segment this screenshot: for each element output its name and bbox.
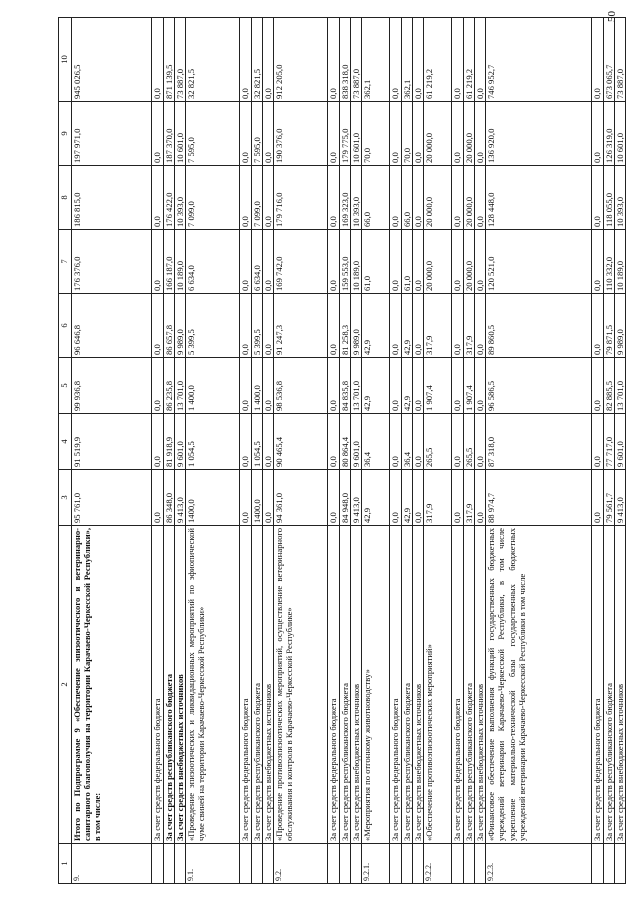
value-cell: 9 413,0 <box>174 470 185 526</box>
value-cell: 0,0 <box>262 294 273 358</box>
row-label-cell: За счет средств республиканского бюджета <box>339 526 350 844</box>
value-cell: 1400,0 <box>185 470 239 526</box>
rotated-table-wrapper <box>58 18 626 884</box>
header-row <box>59 18 72 884</box>
value-cell: 945 026,5 <box>72 18 152 102</box>
row-label-cell: «Финансовое обеспечение выполнения функций государственных бюджетных учреждений ветеринарии Карачаево-Черкесской Республики, в том числе укрепление материально-технической базы государственных бюджетных учреждений ветеринарии Карачаево-Черкесской Республики в том числе <box>486 526 592 844</box>
value-cell: 0,0 <box>262 230 273 294</box>
value-cell: 673 065,7 <box>603 18 614 102</box>
value-cell: 0,0 <box>390 414 401 470</box>
value-cell: 0,0 <box>328 294 339 358</box>
value-cell: 0,0 <box>240 358 251 414</box>
value-cell: 0,0 <box>152 470 163 526</box>
value-cell: 0,0 <box>262 470 273 526</box>
value-cell: 0,0 <box>240 18 251 102</box>
table-row <box>463 18 474 884</box>
table-row <box>328 18 339 884</box>
value-cell: 0,0 <box>592 470 603 526</box>
value-cell: 0,0 <box>452 294 463 358</box>
value-cell: 86 348,0 <box>163 470 174 526</box>
value-cell: 187 370,0 <box>163 102 174 166</box>
table-row <box>251 18 262 884</box>
value-cell: 179 716,0 <box>273 166 327 230</box>
value-cell: 0,0 <box>390 470 401 526</box>
row-label-cell: За счет средств федерального бюджета <box>328 526 339 844</box>
value-cell: 0,0 <box>452 470 463 526</box>
value-cell: 166 187,0 <box>163 230 174 294</box>
value-cell: 96 646,8 <box>72 294 152 358</box>
row-code-cell <box>152 844 163 884</box>
column-header: 7 <box>59 230 72 294</box>
value-cell: 81 918,9 <box>163 414 174 470</box>
value-cell: 0,0 <box>474 358 485 414</box>
row-code-cell: 9. <box>72 844 152 884</box>
value-cell: 0,0 <box>412 294 423 358</box>
row-label-cell: «Проведение противоэпизоотических мероприятий, осуществление ветеринарного обслуживания и контроля в Карачаево-Черкесской Республике» <box>273 526 327 844</box>
value-cell: 0,0 <box>474 470 485 526</box>
row-label-cell: «Мероприятия по отгонному животноводству» <box>361 526 389 844</box>
value-cell: 13 701,0 <box>614 358 625 414</box>
value-cell: 118 055,0 <box>603 166 614 230</box>
value-cell: 362,1 <box>361 18 389 102</box>
value-cell: 0,0 <box>474 166 485 230</box>
row-code-cell <box>474 844 485 884</box>
value-cell: 0,0 <box>452 414 463 470</box>
row-label-cell: За счет средств республиканского бюджета <box>251 526 262 844</box>
value-cell: 9 413,0 <box>350 470 361 526</box>
row-label-cell: За счет средств федерального бюджета <box>390 526 401 844</box>
value-cell: 0,0 <box>412 470 423 526</box>
value-cell: 7 595,0 <box>185 102 239 166</box>
row-code-cell <box>592 844 603 884</box>
table-row <box>603 18 614 884</box>
value-cell: 9 989,0 <box>350 294 361 358</box>
value-cell: 0,0 <box>474 414 485 470</box>
value-cell: 9 989,0 <box>614 294 625 358</box>
value-cell: 36,4 <box>401 414 412 470</box>
value-cell: 84 948,0 <box>339 470 350 526</box>
row-code-cell <box>412 844 423 884</box>
value-cell: 0,0 <box>262 358 273 414</box>
table-row <box>401 18 412 884</box>
value-cell: 0,0 <box>452 230 463 294</box>
value-cell: 0,0 <box>262 166 273 230</box>
value-cell: 89 860,5 <box>486 294 592 358</box>
value-cell: 1 054,5 <box>251 414 262 470</box>
column-header: 10 <box>59 18 72 102</box>
value-cell: 87 318,0 <box>486 414 592 470</box>
value-cell: 90 465,4 <box>273 414 327 470</box>
value-cell: 0,0 <box>152 358 163 414</box>
value-cell: 66,0 <box>401 166 412 230</box>
value-cell: 136 920,0 <box>486 102 592 166</box>
value-cell: 0,0 <box>592 358 603 414</box>
value-cell: 0,0 <box>452 102 463 166</box>
row-code-cell <box>174 844 185 884</box>
value-cell: 0,0 <box>262 102 273 166</box>
value-cell: 1 907,4 <box>463 358 474 414</box>
table-row <box>424 18 452 884</box>
row-code-cell: 9.2. <box>273 844 327 884</box>
table-row <box>262 18 273 884</box>
value-cell: 179 775,0 <box>339 102 350 166</box>
value-cell: 871 139,5 <box>163 18 174 102</box>
value-cell: 70,0 <box>361 102 389 166</box>
value-cell: 7 595,0 <box>251 102 262 166</box>
value-cell: 197 971,0 <box>72 102 152 166</box>
value-cell: 176 422,0 <box>163 166 174 230</box>
value-cell: 66,0 <box>361 166 389 230</box>
table-row <box>452 18 463 884</box>
value-cell: 73 887,0 <box>350 18 361 102</box>
value-cell: 10 393,0 <box>350 166 361 230</box>
value-cell: 1 400,0 <box>251 358 262 414</box>
value-cell: 13 701,0 <box>350 358 361 414</box>
row-code-cell <box>452 844 463 884</box>
value-cell: 0,0 <box>592 230 603 294</box>
value-cell: 61,0 <box>401 230 412 294</box>
value-cell: 10 393,0 <box>614 166 625 230</box>
value-cell: 0,0 <box>262 414 273 470</box>
value-cell: 0,0 <box>328 230 339 294</box>
column-header: 2 <box>59 526 72 844</box>
value-cell: 362,1 <box>401 18 412 102</box>
value-cell: 0,0 <box>152 294 163 358</box>
value-cell: 0,0 <box>240 414 251 470</box>
value-cell: 42,9 <box>401 470 412 526</box>
value-cell: 0,0 <box>390 358 401 414</box>
value-cell: 0,0 <box>152 18 163 102</box>
value-cell: 61 219,2 <box>463 18 474 102</box>
value-cell: 0,0 <box>328 102 339 166</box>
value-cell: 0,0 <box>412 230 423 294</box>
value-cell: 77 717,0 <box>603 414 614 470</box>
value-cell: 13 701,0 <box>174 358 185 414</box>
table-row <box>474 18 485 884</box>
value-cell: 20 000,0 <box>463 230 474 294</box>
row-label-cell: «Проведение эпизоотических и ликвидационных мероприятий по эфиопической чуме свиней на территории Карачаево-Черкесской Республики» <box>185 526 239 844</box>
value-cell: 0,0 <box>390 166 401 230</box>
table-row <box>390 18 401 884</box>
row-label-cell: За счет средств республиканского бюджета <box>163 526 174 844</box>
table-row <box>163 18 174 884</box>
row-code-cell <box>350 844 361 884</box>
row-code-cell <box>240 844 251 884</box>
value-cell: 0,0 <box>152 414 163 470</box>
table-row <box>592 18 603 884</box>
value-cell: 0,0 <box>474 18 485 102</box>
value-cell: 10 189,0 <box>174 230 185 294</box>
value-cell: 0,0 <box>152 230 163 294</box>
row-label-cell: За счет средств федерального бюджета <box>452 526 463 844</box>
page-number: 50 <box>606 11 618 22</box>
value-cell: 0,0 <box>390 102 401 166</box>
value-cell: 80 864,4 <box>339 414 350 470</box>
value-cell: 10 189,0 <box>614 230 625 294</box>
row-code-cell <box>328 844 339 884</box>
value-cell: 0,0 <box>474 230 485 294</box>
row-code-cell: 9.2.2. <box>424 844 452 884</box>
value-cell: 79 871,5 <box>603 294 614 358</box>
value-cell: 6 634,0 <box>251 230 262 294</box>
value-cell: 99 936,8 <box>72 358 152 414</box>
table-row <box>185 18 239 884</box>
value-cell: 96 586,5 <box>486 358 592 414</box>
value-cell: 317,9 <box>463 294 474 358</box>
value-cell: 82 885,5 <box>603 358 614 414</box>
value-cell: 0,0 <box>390 294 401 358</box>
value-cell: 317,9 <box>424 470 452 526</box>
value-cell: 79 561,7 <box>603 470 614 526</box>
value-cell: 10 601,0 <box>350 102 361 166</box>
row-label-cell: За счет средств федерального бюджета <box>592 526 603 844</box>
table-row <box>174 18 185 884</box>
value-cell: 61 219,2 <box>424 18 452 102</box>
value-cell: 0,0 <box>474 102 485 166</box>
value-cell: 190 376,0 <box>273 102 327 166</box>
value-cell: 36,4 <box>361 414 389 470</box>
row-code-cell <box>603 844 614 884</box>
value-cell: 20 000,0 <box>424 102 452 166</box>
value-cell: 0,0 <box>240 166 251 230</box>
value-cell: 70,0 <box>401 102 412 166</box>
table-row <box>614 18 625 884</box>
value-cell: 32 821,5 <box>251 18 262 102</box>
row-label-cell: За счет средств внебюджетных источников <box>474 526 485 844</box>
value-cell: 128 448,0 <box>486 166 592 230</box>
value-cell: 186 815,0 <box>72 166 152 230</box>
value-cell: 1 054,5 <box>185 414 239 470</box>
value-cell: 9 601,0 <box>350 414 361 470</box>
row-label-cell: За счет средств внебюджетных источников <box>614 526 625 844</box>
value-cell: 20 000,0 <box>424 166 452 230</box>
row-code-cell: 9.2.3. <box>486 844 592 884</box>
row-label-cell: За счет средств федерального бюджета <box>152 526 163 844</box>
value-cell: 32 821,5 <box>185 18 239 102</box>
table-body <box>72 18 626 884</box>
row-code-cell <box>262 844 273 884</box>
table-row <box>350 18 361 884</box>
value-cell: 42,9 <box>401 294 412 358</box>
value-cell: 176 376,0 <box>72 230 152 294</box>
value-cell: 1400,0 <box>251 470 262 526</box>
value-cell: 10 601,0 <box>614 102 625 166</box>
value-cell: 0,0 <box>328 166 339 230</box>
row-code-cell: 9.1. <box>185 844 239 884</box>
row-label-cell: За счет средств федерального бюджета <box>240 526 251 844</box>
value-cell: 10 189,0 <box>350 230 361 294</box>
column-header: 9 <box>59 102 72 166</box>
value-cell: 42,9 <box>361 470 389 526</box>
value-cell: 20 000,0 <box>463 166 474 230</box>
value-cell: 10 393,0 <box>174 166 185 230</box>
value-cell: 95 761,0 <box>72 470 152 526</box>
subprogram-budget-table <box>58 17 626 884</box>
value-cell: 91 519,9 <box>72 414 152 470</box>
value-cell: 86 657,8 <box>163 294 174 358</box>
value-cell: 42,9 <box>361 358 389 414</box>
value-cell: 0,0 <box>412 102 423 166</box>
row-label-cell: За счет средств республиканского бюджета <box>603 526 614 844</box>
value-cell: 0,0 <box>328 358 339 414</box>
value-cell: 0,0 <box>592 414 603 470</box>
value-cell: 73 887,0 <box>174 18 185 102</box>
table-row <box>240 18 251 884</box>
value-cell: 88 974,7 <box>486 470 592 526</box>
column-header: 5 <box>59 358 72 414</box>
value-cell: 120 521,0 <box>486 230 592 294</box>
value-cell: 317,9 <box>463 470 474 526</box>
row-code-cell <box>463 844 474 884</box>
column-header: 4 <box>59 414 72 470</box>
value-cell: 42,9 <box>361 294 389 358</box>
row-label-cell: «Обеспечение противоэпизоотических мероприятий» <box>424 526 452 844</box>
value-cell: 5 399,5 <box>185 294 239 358</box>
value-cell: 42,9 <box>401 358 412 414</box>
value-cell: 9 413,0 <box>614 470 625 526</box>
value-cell: 838 318,0 <box>339 18 350 102</box>
value-cell: 0,0 <box>592 294 603 358</box>
row-label-cell: За счет средств внебюджетных источников <box>412 526 423 844</box>
table-row <box>339 18 350 884</box>
value-cell: 0,0 <box>592 102 603 166</box>
value-cell: 912 205,0 <box>273 18 327 102</box>
value-cell: 0,0 <box>328 470 339 526</box>
column-header: 8 <box>59 166 72 230</box>
value-cell: 5 399,5 <box>251 294 262 358</box>
value-cell: 0,0 <box>592 166 603 230</box>
table-row <box>273 18 327 884</box>
row-code-cell <box>251 844 262 884</box>
value-cell: 9 601,0 <box>614 414 625 470</box>
value-cell: 61,0 <box>361 230 389 294</box>
column-header: 1 <box>59 844 72 884</box>
value-cell: 110 332,0 <box>603 230 614 294</box>
value-cell: 6 634,0 <box>185 230 239 294</box>
value-cell: 169 323,0 <box>339 166 350 230</box>
value-cell: 126 319,0 <box>603 102 614 166</box>
row-label-cell: За счет средств республиканского бюджета <box>401 526 412 844</box>
column-header: 3 <box>59 470 72 526</box>
row-code-cell: 9.2.1. <box>361 844 389 884</box>
value-cell: 265,5 <box>424 414 452 470</box>
table-row <box>486 18 592 884</box>
value-cell: 0,0 <box>412 414 423 470</box>
value-cell: 20 000,0 <box>424 230 452 294</box>
value-cell: 0,0 <box>412 166 423 230</box>
value-cell: 0,0 <box>412 18 423 102</box>
value-cell: 0,0 <box>474 294 485 358</box>
value-cell: 0,0 <box>240 230 251 294</box>
value-cell: 265,5 <box>463 414 474 470</box>
table-row <box>152 18 163 884</box>
value-cell: 94 361,0 <box>273 470 327 526</box>
value-cell: 0,0 <box>152 102 163 166</box>
value-cell: 0,0 <box>240 294 251 358</box>
value-cell: 84 835,8 <box>339 358 350 414</box>
value-cell: 1 400,0 <box>185 358 239 414</box>
value-cell: 7 099,0 <box>251 166 262 230</box>
value-cell: 746 952,7 <box>486 18 592 102</box>
value-cell: 0,0 <box>328 414 339 470</box>
table-row <box>72 18 152 884</box>
value-cell: 0,0 <box>328 18 339 102</box>
value-cell: 9 601,0 <box>174 414 185 470</box>
value-cell: 0,0 <box>390 230 401 294</box>
value-cell: 0,0 <box>592 18 603 102</box>
value-cell: 0,0 <box>262 18 273 102</box>
value-cell: 7 099,0 <box>185 166 239 230</box>
value-cell: 0,0 <box>412 358 423 414</box>
value-cell: 1 907,4 <box>424 358 452 414</box>
value-cell: 20 000,0 <box>463 102 474 166</box>
value-cell: 10 601,0 <box>174 102 185 166</box>
value-cell: 0,0 <box>390 18 401 102</box>
row-code-cell <box>339 844 350 884</box>
value-cell: 0,0 <box>452 358 463 414</box>
row-label-cell: За счет средств внебюджетных источников <box>350 526 361 844</box>
table-row <box>412 18 423 884</box>
value-cell: 0,0 <box>152 166 163 230</box>
row-code-cell <box>401 844 412 884</box>
row-label-cell: За счет средств внебюджетных источников <box>262 526 273 844</box>
value-cell: 81 258,3 <box>339 294 350 358</box>
row-label-cell: За счет средств республиканского бюджета <box>463 526 474 844</box>
value-cell: 9 989,0 <box>174 294 185 358</box>
value-cell: 86 235,8 <box>163 358 174 414</box>
value-cell: 0,0 <box>240 102 251 166</box>
value-cell: 0,0 <box>452 18 463 102</box>
value-cell: 0,0 <box>452 166 463 230</box>
value-cell: 169 742,0 <box>273 230 327 294</box>
row-code-cell <box>163 844 174 884</box>
row-label-cell: Итого по Подпрограмме 9 «Обеспечение эпизоотического и ветеринарно-санитарного благополучия на территории Карачаево-Черкесской Республики», в том числе: <box>72 526 152 844</box>
value-cell: 73 887,0 <box>614 18 625 102</box>
row-label-cell: За счет средств внебюджетных источников <box>174 526 185 844</box>
value-cell: 317,9 <box>424 294 452 358</box>
value-cell: 159 553,0 <box>339 230 350 294</box>
value-cell: 91 247,3 <box>273 294 327 358</box>
value-cell: 98 536,8 <box>273 358 327 414</box>
column-header: 6 <box>59 294 72 358</box>
table-row <box>361 18 389 884</box>
row-code-cell <box>614 844 625 884</box>
row-code-cell <box>390 844 401 884</box>
value-cell: 0,0 <box>240 470 251 526</box>
